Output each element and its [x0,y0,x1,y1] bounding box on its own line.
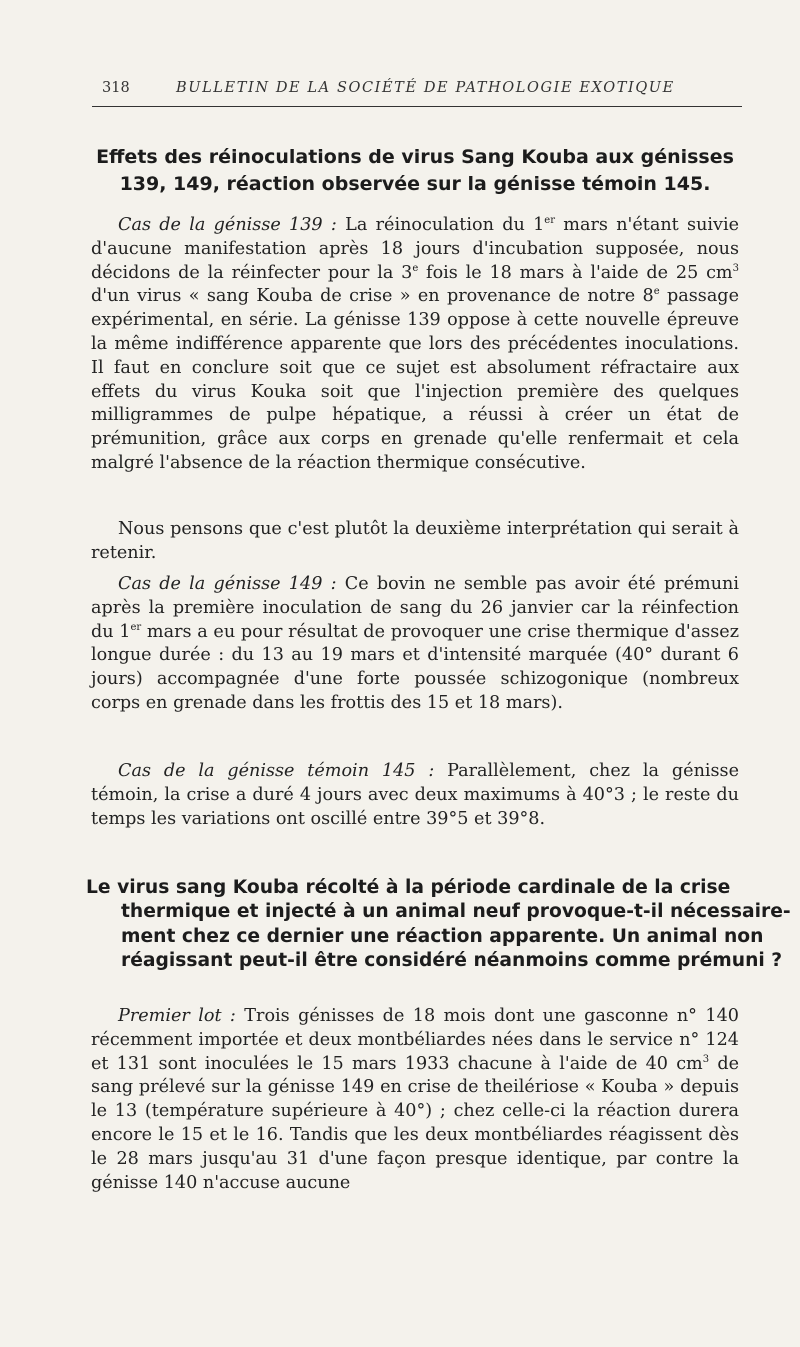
lot-label: Premier lot : [118,1006,236,1026]
page-header [102,78,742,104]
header-rule [92,106,742,107]
paragraph-genisse-149: Cas de la génisse 149 : Ce bovin ne semble pas avoir été prémuni après la première inoculation de sang du 26 janvier car la réinfection du 1er mars a eu pour résultat de provoquer une crise thermique d'assez longue durée : du 13 au 19 mars et d'intensité marquée (40° durant 6 jours) accompagnée d'une forte poussée schizogonique (nombreux corps en grenade dans les frottis des 15 et 18 mars). [91,574,739,713]
heading-line: Le virus sang Kouba récolté à la période cardinale de la crise [86,877,731,898]
paragraph-premier-lot: Premier lot : Trois génisses de 18 mois dont une gasconne n° 140 récemment importée et deux montbéliardes nées dans le service n° 124 et 131 sont inoculées le 15 mars 1933 chacune à l'aide de 40 $cm^3$ de sang prélevé sur la génisse 149 en crise de theilériose « Kouba » depuis le 13 (température supérieure à 40°) ; chez celle-ci la réaction durera encore le 15 et le 16. Tandis que les deux montbéliardes réagissent dès le 28 mars jusqu'au 31 d'une façon presque identique, par contre la génisse 140 n'accuse aucune [91,1006,739,1193]
heading-line: réagissant peut-il être considéré néanmoins comme prémuni ? [121,950,783,972]
page-number: 318 [102,80,130,96]
section-heading-virus-question [86,876,791,974]
paragraph-genisse-temoin-145: Cas de la génisse témoin 145 : Parallèlement, chez la génisse témoin, la crise a duré 4 jours avec deux maximums à 40°3 ; le reste du temps les variations ont oscillé entre 39°5 et 39°8. [91,761,739,829]
case-label-139: Cas de la génisse 139 : [118,215,337,235]
heading-line: thermique et injecté à un animal neuf provoque-t-il nécessaire- [121,901,791,923]
heading-line: ment chez ce dernier une réaction apparente. Un animal non [121,925,764,947]
paragraph-genisse-139: Cas de la génisse 139 : La réinoculation du 1er mars n'étant suivie d'aucune manifestation après 18 jours d'incubation supposée, nous décidons de la réinfecter pour la 3e fois le 18 mars à l'aide de 25 $cm^3$ d'un virus « sang Kouba de crise » en provenance de notre 8e passage expérimental, en série. La génisse 139 oppose à cette nouvelle épreuve la même indifférence apparente que lors des précédentes inoculations. Il faut en conclure soit que ce sujet est absolument réfractaire aux effets du virus Kouka soit que l'injection première des quelques milligrammes de pulpe hépatique, a réussi à créer un état de prémunition, grâce aux corps en grenade qu'elle renfermait et cela malgré l'absence de la réaction thermique consécutive. [91,215,740,473]
case-label-145: Cas de la génisse témoin 145 : [118,761,435,781]
section-heading-reinoculations: Effets des réinoculations de virus Sang Kouba aux génisses 139, 149, réaction observée sur la génisse témoin 145. [96,146,734,195]
running-title: BULLETIN DE LA SOCIÉTÉ DE PATHOLOGIE EXOTIQUE [176,80,675,96]
case-label-149: Cas de la génisse 149 : [118,574,337,594]
paragraph-interpretation: Nous pensons que c'est plutôt la deuxième interprétation qui serait à retenir. [91,519,739,563]
